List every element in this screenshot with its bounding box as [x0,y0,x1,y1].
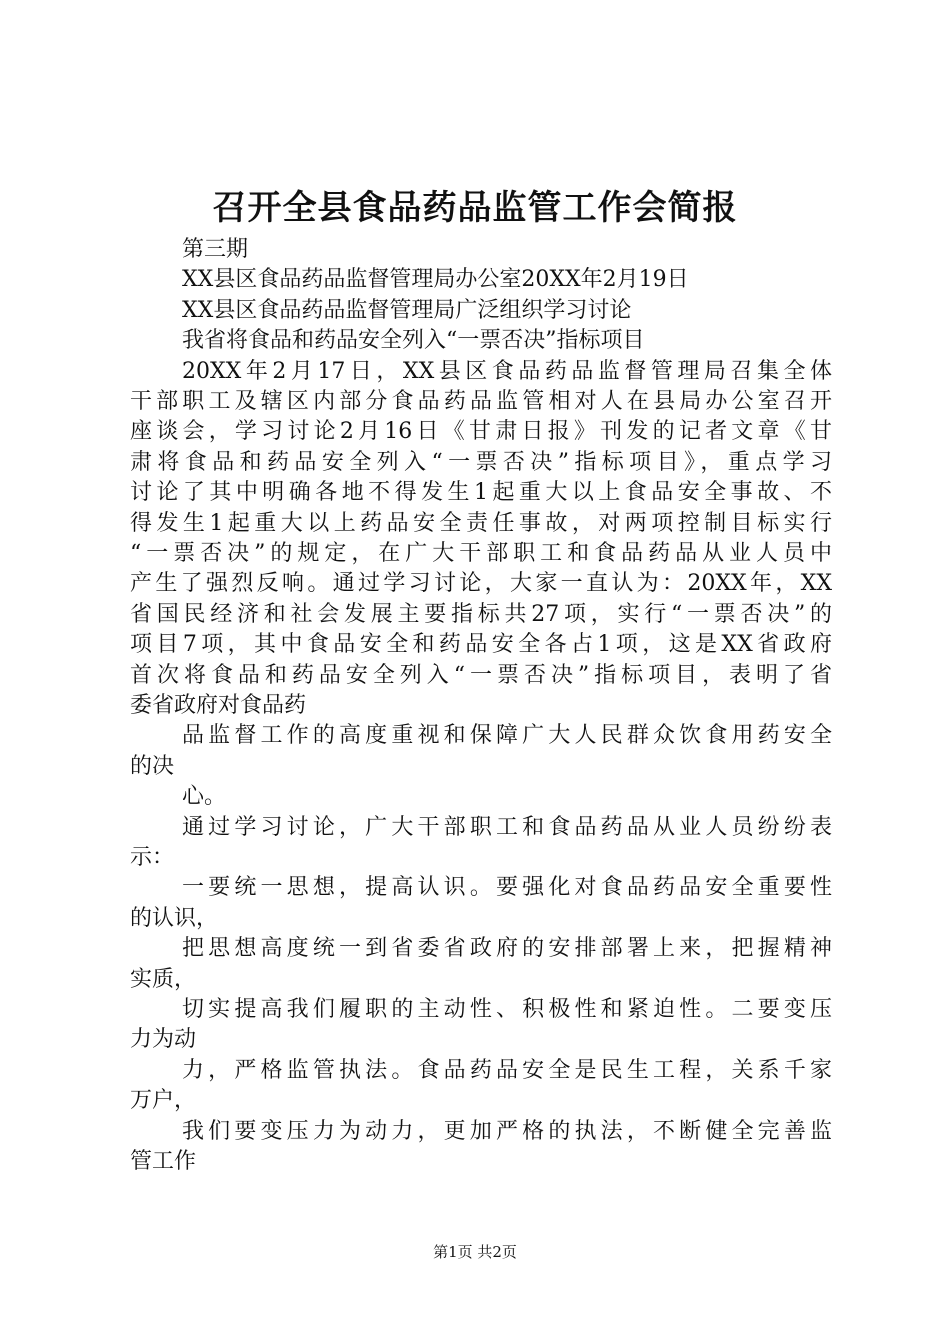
document-title: 召开全县食品药品监管工作会简报 [212,188,738,228]
body-line: XX县区食品药品监督管理局广泛组织学习讨论 [182,297,632,323]
body-line: 力，严格监管执法。食品药品安全是民生工程，关系千家 [182,1057,832,1083]
body-line: 省国民经济和社会发展主要指标共27项，实行“一票否决”的 [130,601,832,627]
body-line: 肃将食品和药品安全列入“一票否决”指标项目》，重点学习 [130,449,832,475]
body-line: 第三期 [182,237,249,262]
body-line: 实质， [130,966,197,992]
body-line: 切实提高我们履职的主动性、积极性和紧迫性。二要变压 [182,997,832,1022]
body-line: 品监督工作的高度重视和保障广大人民群众饮食用药安全 [182,723,832,749]
body-line: 心。 [182,784,227,810]
body-line: 的决 [130,753,175,779]
body-line: 20XX年2月17日，XX县区食品药品监督管理局召集全体 [182,358,832,384]
body-line: 一要统一思想，提高认识。要强化对食品药品安全重要性 [182,875,832,901]
body-line: 委省政府对食品药 [130,693,307,718]
body-line: 万户， [130,1088,197,1114]
body-line: 得发生1起重大以上药品安全责任事故，对两项控制目标实行 [130,510,832,536]
body-line: 力为动 [130,1027,197,1053]
body-line: 通过学习讨论，广大干部职工和食品药品从业人员纷纷表 [182,814,832,840]
body-line: 干部职工及辖区内部分食品药品监管相对人在县局办公室召开 [130,389,832,414]
body-line: “一票否决”的规定，在广大干部职工和食品药品从业人员中 [130,541,832,566]
body-line: 管工作 [130,1149,197,1174]
body-line: 座谈会，学习讨论2月16日《甘肃日报》刊发的记者文章《甘 [130,419,832,445]
body-line: 示： [130,845,175,870]
body-line: 我们要变压力为动力，更加严格的执法，不断健全完善监 [182,1118,832,1144]
body-line: 把思想高度统一到省委省政府的安排部署上来，把握精神 [182,936,832,962]
body-line: 项目7项，其中食品安全和药品安全各占1项，这是XX省政府 [130,632,832,658]
body-line: 讨论了其中明确各地不得发生1起重大以上食品安全事故、不 [130,480,832,506]
body-line: XX县区食品药品监督管理局办公室20XX年2月19日 [182,267,689,293]
body-line: 的认识， [130,905,219,931]
body-line: 首次将食品和药品安全列入“一票否决”指标项目，表明了省 [130,662,832,688]
body-line: 我省将食品和药品安全列入“一票否决”指标项目 [182,328,645,354]
page-footer: 第1页 共2页 [433,1243,517,1261]
body-line: 产生了强烈反响。通过学习讨论，大家一直认为：20XX年，XX [130,571,832,597]
